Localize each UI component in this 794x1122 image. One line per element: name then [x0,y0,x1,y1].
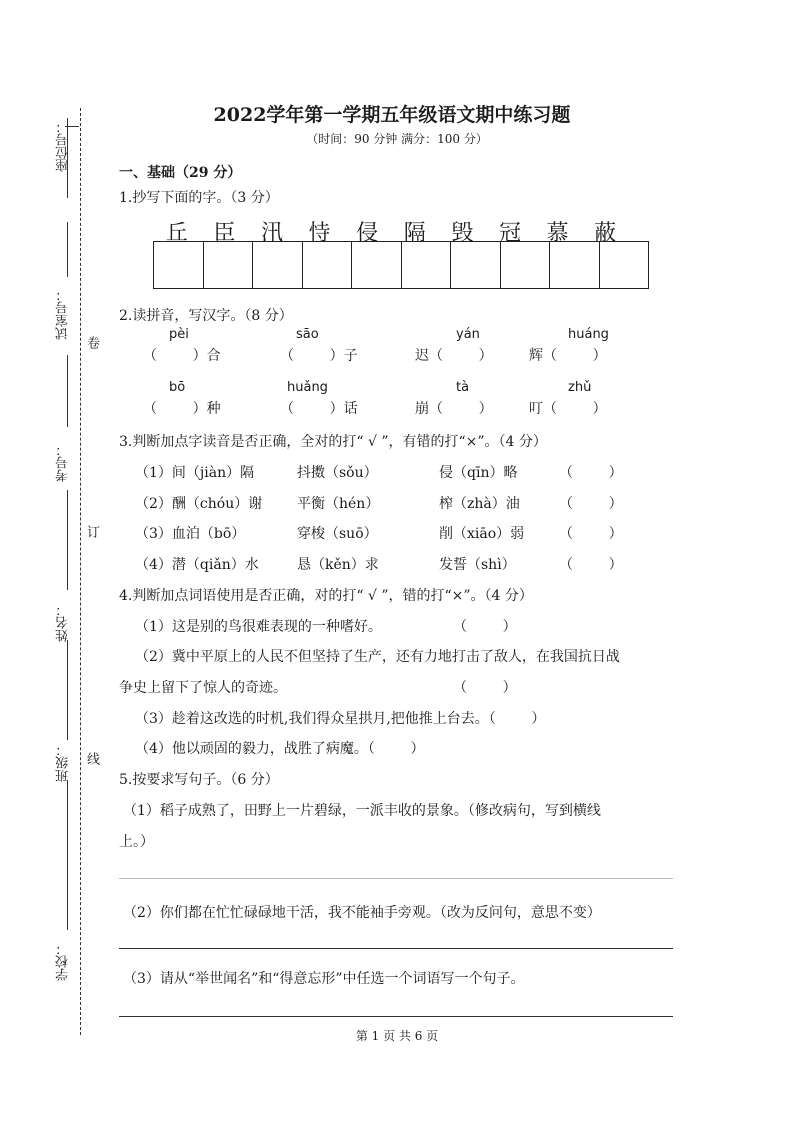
q3-item: （3）血泊（bō） [135,526,246,542]
q3-answer-blank[interactable]: （ ） [559,496,623,512]
name-field[interactable] [54,603,73,642]
q3-answer-blank[interactable]: （ ） [559,465,623,481]
pinyin: pèi [169,327,189,342]
q3-answer-blank[interactable]: （ ） [559,557,623,573]
seat-number-field[interactable] [54,120,73,172]
writing-cell[interactable] [253,242,303,288]
q4-answer-blank[interactable]: （ ） [453,619,517,635]
writing-cell[interactable] [402,242,452,288]
q1-char: 隔 [403,221,426,246]
q5-answer-line[interactable] [119,878,673,879]
pinyin: huáng [568,327,609,342]
q1-prompt: 1.抄写下面的字。（3 分） [119,190,279,206]
binding-margin [40,100,99,1035]
name-label: 姓名： [56,603,71,642]
pinyin: huǎng [287,380,328,395]
q5-sentence: （2）你们都在忙忙碌碌地干活，我不能袖手旁观。（改为反问句，意思不变） [123,905,601,921]
writing-cell[interactable] [600,242,649,288]
q2-prompt: 2.读拼音，写汉字。（8 分） [119,308,293,324]
q1-char: 冠 [498,221,521,246]
name-blank-line [67,640,68,740]
q4-item: （1）这是别的鸟很难表现的一种嗜好。 [135,619,382,635]
q2-blank[interactable]: （ ）种 [143,401,221,417]
room-blank-line [67,355,68,427]
q1-writing-grid [153,241,649,289]
writing-cell[interactable] [204,242,254,288]
school-label: 学校： [56,942,71,981]
q2-blank[interactable]: （ ）合 [143,348,221,364]
q4-item: （2）冀中平原上的人民不但坚持了生产，还有力地打击了敌人，在我国抗日战 [135,649,620,665]
exam-blank-line [67,490,68,590]
q2-blank[interactable]: 迟（ ） [415,348,493,364]
q3-item: 发誓（shì） [439,557,516,573]
q1-char: 侵 [356,221,379,246]
pinyin: zhǔ [568,380,592,395]
q3-item: 榨（zhà）油 [439,496,520,512]
exam-number-field[interactable] [54,443,73,482]
q4-answer-blank[interactable]: （ ） [453,680,517,696]
q2-blank[interactable]: 辉（ ） [529,348,607,364]
q1-char: 蔽 [594,221,617,246]
q5-sentence: 上。） [119,834,154,850]
q1-char: 慕 [546,221,569,246]
page-title: 2022学年第一学期五年级语文期中练习题 [213,104,571,126]
q3-item: （4）潜（qiǎn）水 [135,557,259,573]
writing-cell[interactable] [154,242,204,288]
q1-char: 汛 [260,221,283,246]
page-subtitle: （时间：90 分钟 满分：100 分） [306,132,488,146]
binding-mark-xian: 线 [84,752,99,765]
binding-mark-juan: 卷 [84,336,99,349]
page-footer: 第 1 页 共 6 页 [355,1029,439,1043]
seat-blank-line [67,118,68,198]
q2-blank[interactable]: 崩（ ） [415,401,493,417]
q5-sentence: （3）请从“举世闻名”和“得意忘形”中任选一个词语写一个句子。 [123,971,525,987]
q3-prompt: 3.判断加点字读音是否正确，全对的打“ √ ”，有错的打“×”。（4 分） [119,434,547,450]
q3-item: 恳（kěn）求 [297,557,379,573]
q4-item: 争史上留下了惊人的奇迹。 [119,680,287,696]
pinyin: yán [456,327,480,342]
seat-blank-line-lower [67,222,68,277]
q3-item: 抖擞（sǒu） [297,465,378,481]
exam-number-label: 考号： [56,443,71,482]
q4-item[interactable]: （3）趁着这改选的时机,我们得众星拱月,把他推上台去。（ ） [135,711,546,727]
binding-mark-ding: 订 [84,525,99,538]
q2-blank[interactable]: 叮（ ） [529,401,607,417]
q3-answer-blank[interactable]: （ ） [559,526,623,542]
q4-prompt: 4.判断加点词语使用是否正确，对的打“ √ ”，错的打“×”。（4 分） [119,588,533,604]
room-number-field[interactable] [54,288,73,340]
class-blank-line [67,780,68,930]
writing-cell[interactable] [451,242,501,288]
writing-cell[interactable] [501,242,551,288]
q4-item[interactable]: （4）他以顽固的毅力，战胜了病魔。（ ） [135,741,425,757]
q2-blank[interactable]: （ ）子 [280,348,358,364]
q5-answer-line[interactable] [119,948,673,949]
pinyin: sāo [296,327,319,342]
q3-item: （1）间（jiàn）隔 [135,465,255,481]
writing-cell[interactable] [550,242,600,288]
exam-page [119,100,675,987]
q1-char: 丘 [165,221,188,246]
room-number-label: 试室号： [56,288,71,340]
q1-char: 恃 [308,221,331,246]
q3-item: 削（xiāo）弱 [439,526,525,542]
writing-cell[interactable] [352,242,402,288]
q1-char: 毁 [451,221,474,246]
pinyin: bō [169,380,186,395]
q2-blank[interactable]: （ ）话 [280,401,358,417]
class-label: 班级： [56,743,71,782]
q1-char: 臣 [213,221,236,246]
q5-answer-line[interactable] [119,1016,673,1017]
binding-dashed-line [80,108,81,1035]
seat-number-label: 座位号： [56,120,71,172]
q5-sentence: （1）稻子成熟了，田野上一片碧绿，一派丰收的景象。（修改病句，写到横线 [123,803,601,819]
q3-item: 穿梭（suō） [297,526,378,542]
class-field[interactable] [54,743,73,782]
q3-item: 平衡（hén） [297,496,380,512]
q3-item: （2）酬（chóu）谢 [135,496,263,512]
writing-cell[interactable] [303,242,353,288]
q5-prompt: 5.按要求写句子。（6 分） [119,772,279,788]
q3-item: 侵（qīn）略 [439,465,518,481]
school-field[interactable] [54,942,73,981]
pinyin: tà [456,380,470,395]
section-heading: 一、基础（29 分） [119,165,242,181]
